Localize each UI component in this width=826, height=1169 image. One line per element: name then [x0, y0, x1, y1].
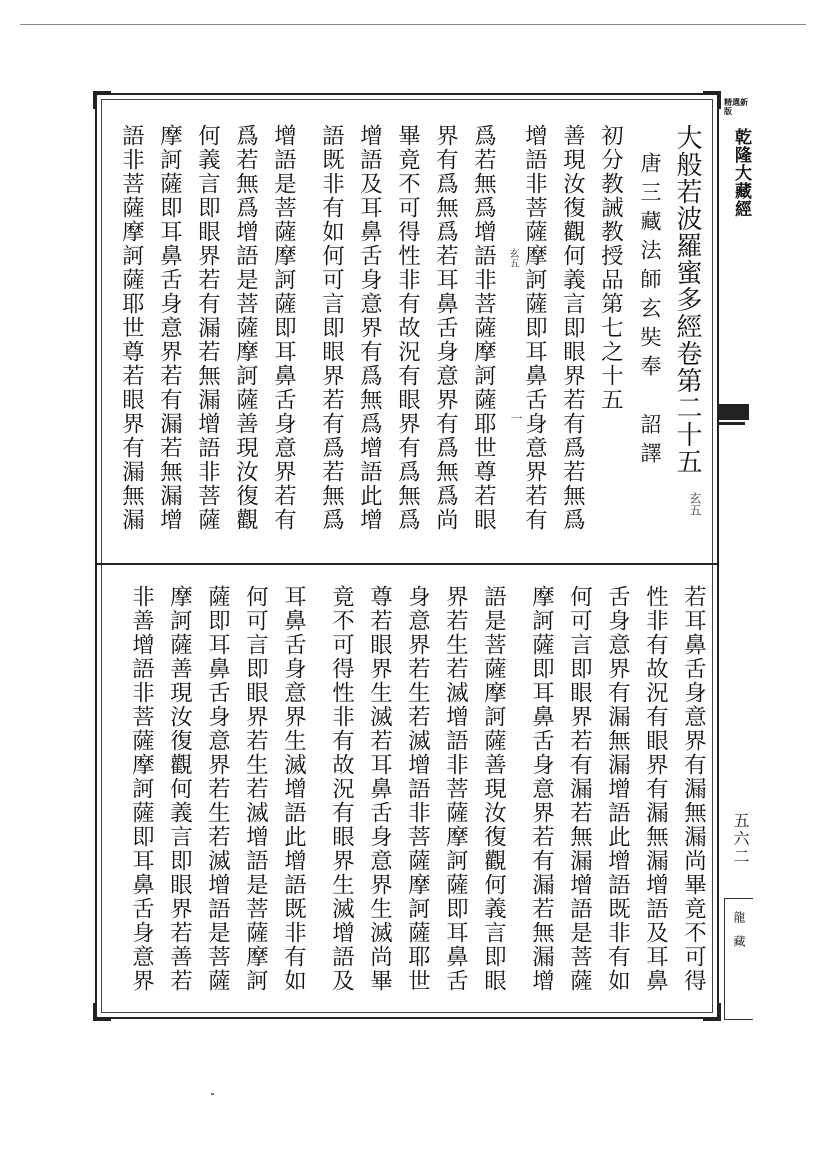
- text-column: 尊若眼界生滅若耳鼻舌身意界生滅尚畢: [366, 585, 393, 993]
- text-column: 初分教誡教授品第七之十五: [597, 124, 624, 412]
- frame-corner-ornament: [93, 1003, 111, 1021]
- text-column: 語非菩薩摩訶薩耶世尊若眼界有漏無漏: [118, 124, 145, 532]
- inline-mark: 一: [509, 412, 523, 424]
- middle-divider: [97, 563, 717, 565]
- text-column: 界若生若滅增語非菩薩摩訶薩即耳鼻舌: [442, 585, 469, 993]
- inline-mark: 玄五: [507, 248, 518, 268]
- collection-brand-label: 精選新版: [724, 97, 748, 116]
- text-column: 薩即耳鼻舌身意界若生若滅增語是菩薩: [204, 585, 231, 993]
- text-column: 何可言即眼界若生若滅增語是菩薩摩訶: [242, 585, 269, 993]
- title-mark: 玄五: [688, 492, 702, 516]
- text-column: 何義言即眼界若有漏若無漏增語非菩薩: [194, 124, 221, 532]
- text-column: 畢竟不可得性非有故況有眼界有爲無爲: [394, 124, 421, 532]
- text-column: 爲若無爲增語非菩薩摩訶薩耶世尊若眼: [470, 124, 497, 532]
- sutra-title: 大般若波羅蜜多經卷第二十五: [672, 124, 702, 475]
- stray-mark: [211, 1093, 214, 1095]
- text-column: 性非有故況有眼界有漏無漏增語及耳鼻: [642, 585, 669, 993]
- section-tab-mark: [719, 404, 749, 420]
- text-column: 何可言即眼界若有漏若無漏增語是菩薩: [566, 585, 593, 993]
- section-marker-box: [724, 898, 753, 1020]
- collection-title: 乾隆大藏經: [731, 128, 751, 218]
- text-column: 若耳鼻舌身意界有漏無漏尚畢竟不可得: [680, 585, 707, 993]
- text-column: 語既非有如何可言即眼界若有爲若無爲: [318, 124, 345, 532]
- top-rule: [20, 24, 806, 25]
- text-column: 爲若無爲增語是菩薩摩訶薩善現汝復觀: [232, 124, 259, 532]
- frame-corner-ornament: [93, 91, 111, 109]
- text-column: 耳鼻舌身意界生滅增語此增語既非有如: [280, 585, 307, 993]
- text-column: 語是菩薩摩訶薩善現汝復觀何義言即眼: [480, 585, 507, 993]
- section-marker: 龍 藏: [732, 911, 746, 947]
- section-tab-line: [719, 422, 745, 425]
- text-column: 摩訶薩即耳鼻舌身意界若有漏若無漏增: [156, 124, 183, 532]
- text-column: 身意界若生若滅增語非菩薩摩訶薩耶世: [404, 585, 431, 993]
- text-column: 增語及耳鼻舌身意界有爲無爲增語此增: [356, 124, 383, 532]
- text-column: 界有爲無爲若耳鼻舌身意界有爲無爲尚: [432, 124, 459, 532]
- text-column: 善現汝復觀何義言即眼界若有爲若無爲: [559, 124, 586, 532]
- page-number: 五六二: [731, 812, 750, 866]
- margin-strip: [719, 93, 757, 1019]
- text-column: 增語非菩薩摩訶薩即耳鼻舌身意界若有: [521, 124, 548, 532]
- text-column: 舌身意界有漏無漏增語此增語既非有如: [604, 585, 631, 993]
- text-column: 非善增語非菩薩摩訶薩即耳鼻舌身意界: [128, 585, 155, 993]
- text-column: 摩訶薩善現汝復觀何義言即眼界若善若: [166, 585, 193, 993]
- translator-line: 唐三藏法師玄奘奉 詔譯: [638, 152, 662, 471]
- text-column: 摩訶薩即耳鼻舌身意界若有漏若無漏增: [528, 585, 555, 993]
- text-column: 竟不可得性非有故況有眼界生滅增語及: [328, 585, 355, 993]
- text-column: 增語是菩薩摩訶薩即耳鼻舌身意界若有: [270, 124, 297, 532]
